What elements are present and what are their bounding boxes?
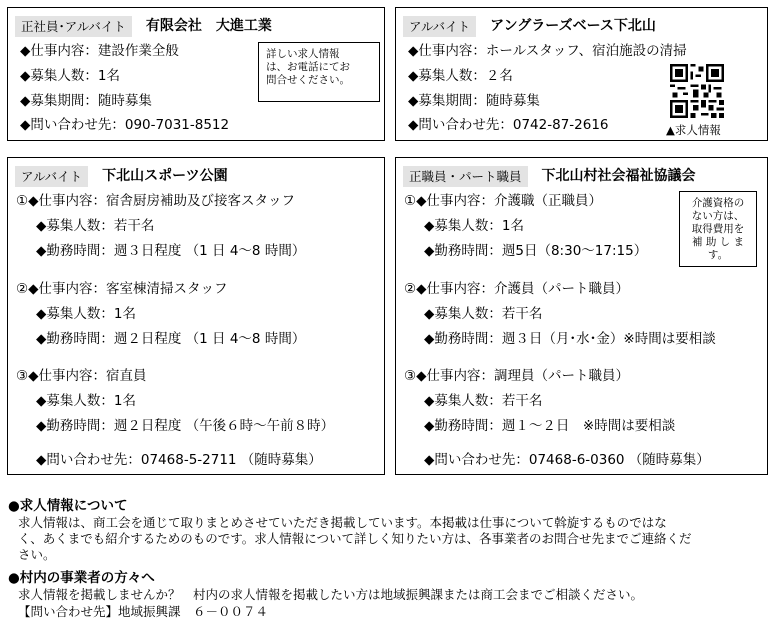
contact-phone: ◆問い合わせ先：090-7031-8512 xyxy=(20,117,230,133)
phone-inquiry-note: 詳しい求人情報 は、お電話にてお 問合せください。 xyxy=(258,42,380,102)
job-1-hours: ◆勤務時間：週5日（8:30～17:15） xyxy=(424,243,648,259)
job-3-description: ③◆仕事内容：宿直員 xyxy=(16,368,147,384)
about-text-line-3: さい。 xyxy=(18,547,56,562)
section-heading-businesses: ●村内の事業者の方々へ xyxy=(8,570,155,586)
qr-code-icon[interactable] xyxy=(670,64,724,118)
job-card-anglers-base xyxy=(395,7,768,141)
job-1-headcount: ◆募集人数：若干名 xyxy=(36,218,155,234)
employment-type-tag: 正職員・パート職員 xyxy=(403,166,528,187)
contact-phone: ◆問い合わせ先：0742-87-2616 xyxy=(408,117,609,133)
contact-phone: ◆問い合わせ先：07468-5-2711 （随時募集） xyxy=(36,452,322,468)
card-header xyxy=(15,15,272,37)
about-text-line-2: く、あくまでも紹介するためのものです。求人情報について詳しく知りたい方は、各事業者のお問合せ先までご連絡くだ xyxy=(18,531,692,546)
headcount: ◆募集人数：1名 xyxy=(20,68,120,84)
card-header xyxy=(403,165,696,187)
contact-phone: ◆問い合わせ先：07468-6-0360 （随時募集） xyxy=(424,452,710,468)
job-1-hours: ◆勤務時間：週３日程度 （1 日 4～8 時間） xyxy=(36,243,306,259)
card-header xyxy=(15,165,228,187)
job-2-description: ②◆仕事内容：客室棟清掃スタッフ xyxy=(16,281,228,297)
job-2-headcount: ◆募集人数：若干名 xyxy=(424,306,543,322)
job-3-headcount: ◆募集人数：1名 xyxy=(36,393,136,409)
job-2-hours: ◆勤務時間：週３日（月･水･金）※時間は要相談 xyxy=(424,331,716,347)
job-1-description: ①◆仕事内容：介護職（正職員） xyxy=(404,193,602,209)
company-name: アングラーズベース下北山 xyxy=(490,18,656,34)
about-text-line-1: 求人情報は、商工会を通じて取りまとめさせていただき掲載しています。本掲載は仕事について斡旋するものではな xyxy=(18,515,667,530)
qr-caption: ▲求人情報 xyxy=(666,123,721,137)
job-3-description: ③◆仕事内容：調理員（パート職員） xyxy=(404,368,629,384)
inquiry-contact: 【問い合わせ先】地域振興課 ６－００７４ xyxy=(18,604,269,619)
job-2-description: ②◆仕事内容：介護員（パート職員） xyxy=(404,281,629,297)
section-heading-about: ●求人情報について xyxy=(8,498,128,514)
job-2-hours: ◆勤務時間：週２日程度 （1 日 4～8 時間） xyxy=(36,331,306,347)
job-card-taishin xyxy=(7,7,385,141)
job-3-headcount: ◆募集人数：若干名 xyxy=(424,393,543,409)
company-name: 有限会社 大進工業 xyxy=(145,18,272,34)
job-1-headcount: ◆募集人数：1名 xyxy=(424,218,524,234)
job-3-hours: ◆勤務時間：週２日程度 （午後６時～午前８時） xyxy=(36,418,335,434)
employment-type-tag: アルバイト xyxy=(15,166,88,187)
company-name: 下北山スポーツ公園 xyxy=(102,168,228,184)
headcount: ◆募集人数：２名 xyxy=(408,68,513,84)
card-header xyxy=(403,15,656,37)
certification-support-note: 介護資格の ない方は、 取得費用を 補 助 し ま す。 xyxy=(679,191,757,267)
businesses-text-line-1: 求人情報を掲載しませんか？ 村内の求人情報を掲載したい方は地域振興課または商工会までご相談ください。 xyxy=(18,587,644,602)
job-2-headcount: ◆募集人数：1名 xyxy=(36,306,136,322)
recruitment-period: ◆募集期間：随時募集 xyxy=(408,93,540,109)
job-description: ◆仕事内容：建設作業全般 xyxy=(20,43,179,59)
company-name: 下北山村社会福祉協議会 xyxy=(541,168,696,184)
job-3-hours: ◆勤務時間：週１～２日 ※時間は要相談 xyxy=(424,418,676,434)
recruitment-period: ◆募集期間：随時募集 xyxy=(20,93,152,109)
job-card-sports-park xyxy=(7,157,385,475)
employment-type-tag: アルバイト xyxy=(403,16,476,37)
job-1-description: ①◆仕事内容：宿舎厨房補助及び接客スタッフ xyxy=(16,193,295,209)
job-description: ◆仕事内容：ホールスタッフ、宿泊施設の清掃 xyxy=(408,43,687,59)
job-card-social-welfare xyxy=(395,157,768,475)
employment-type-tag: 正社員･アルバイト xyxy=(15,16,132,37)
